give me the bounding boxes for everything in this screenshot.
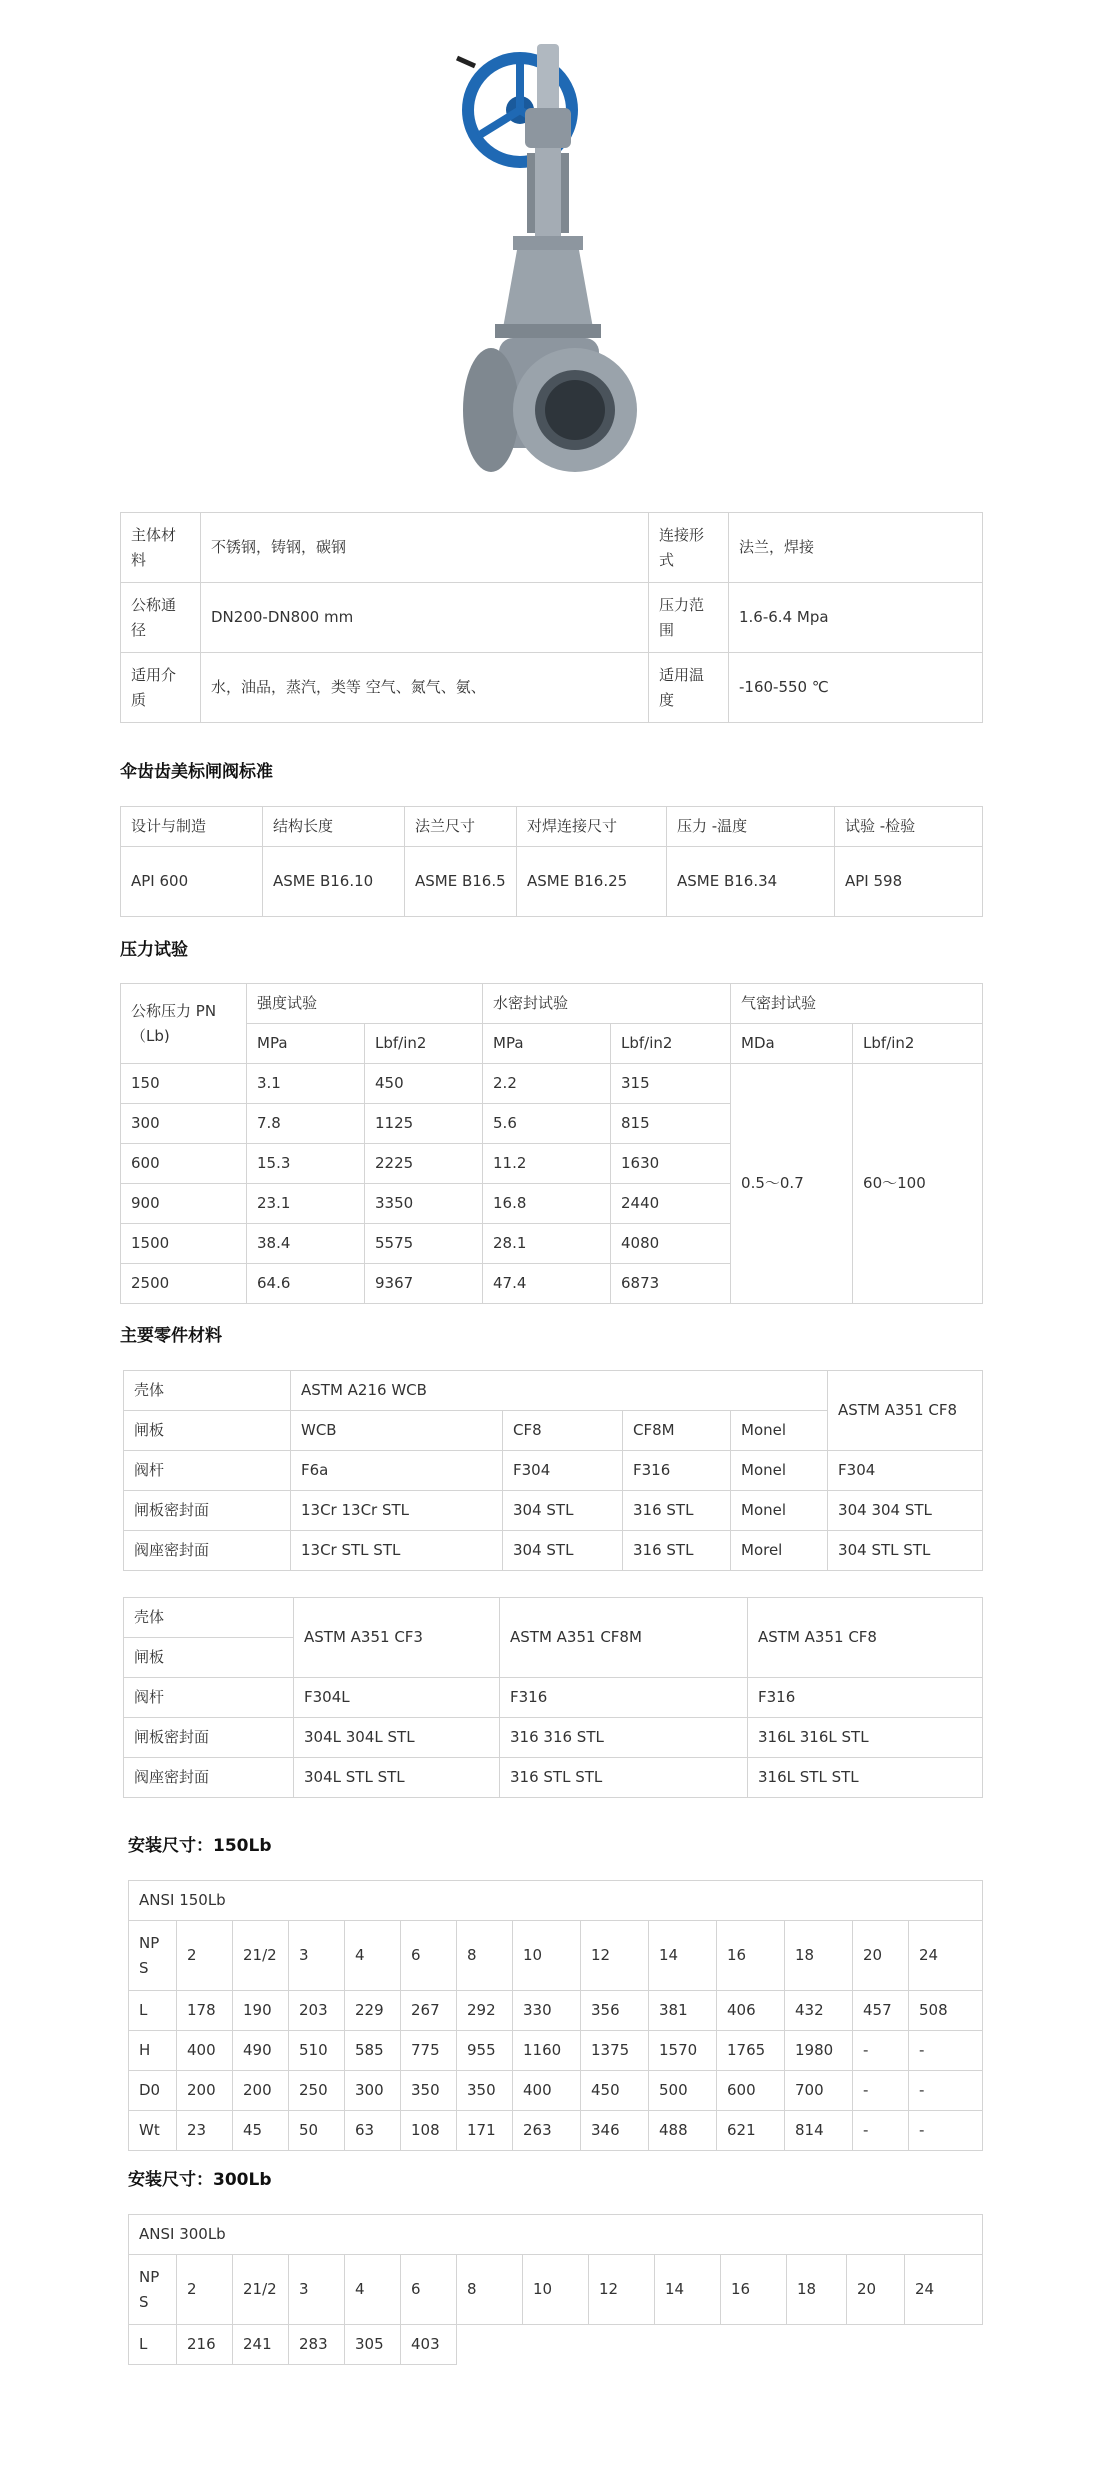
spec-label: 主体材料 xyxy=(121,513,201,583)
cell: 1500 xyxy=(121,1224,247,1264)
cell: 14 xyxy=(655,2255,721,2325)
cell: 23 xyxy=(177,2111,233,2151)
part-label: 阀座密封面 xyxy=(124,1758,294,1798)
part-label: 闸板密封面 xyxy=(124,1718,294,1758)
install-300-table xyxy=(128,2214,983,2365)
cell: 283 xyxy=(289,2325,345,2365)
table-caption: ANSI 150Lb xyxy=(129,1881,983,1921)
cell: 900 xyxy=(121,1184,247,1224)
cell: 10 xyxy=(513,1921,581,1991)
cell: 11.2 xyxy=(483,1144,611,1184)
cell: 350 xyxy=(457,2071,513,2111)
part-label: 阀杆 xyxy=(124,1678,294,1718)
cell: 1630 xyxy=(611,1144,731,1184)
cell: F316 xyxy=(748,1678,983,1718)
section-title-pressure: 压力试验 xyxy=(120,940,188,960)
standard-header: 法兰尺寸 xyxy=(405,807,517,847)
cell: CF8M xyxy=(623,1411,731,1451)
cell: 600 xyxy=(717,2071,785,2111)
cell: 16 xyxy=(721,2255,787,2325)
cell: 4080 xyxy=(611,1224,731,1264)
cell: 400 xyxy=(513,2071,581,2111)
cell: - xyxy=(909,2111,983,2151)
part-label: 阀杆 xyxy=(124,1451,291,1491)
cell: F316 xyxy=(623,1451,731,1491)
standard-value: ASME B16.10 xyxy=(263,847,405,917)
table-row xyxy=(129,2031,983,2071)
cell: 4 xyxy=(345,1921,401,1991)
cell: 350 xyxy=(401,2071,457,2111)
cell: 450 xyxy=(365,1064,483,1104)
spec-value: 法兰，焊接 xyxy=(729,513,983,583)
cell: - xyxy=(853,2111,909,2151)
table-row xyxy=(129,1921,983,1991)
cell: 406 xyxy=(717,1991,785,2031)
cell: Monel xyxy=(731,1411,828,1451)
spec-value: 不锈钢，铸钢，碳钢 xyxy=(201,513,649,583)
spec-value: 水，油品，蒸汽，类等 空气、氮气、氨、 xyxy=(201,653,649,723)
unit-header: MDa xyxy=(731,1024,853,1064)
part-label: 壳体 xyxy=(124,1371,291,1411)
cell: F304L xyxy=(294,1678,500,1718)
cell: 600 xyxy=(121,1144,247,1184)
spec-value: DN200-DN800 mm xyxy=(201,583,649,653)
cell: 263 xyxy=(513,2111,581,2151)
part-label: 阀座密封面 xyxy=(124,1531,291,1571)
cell: 508 xyxy=(909,1991,983,2031)
cell: 304 304 STL xyxy=(828,1491,983,1531)
cell: - xyxy=(909,2031,983,2071)
cell: 50 xyxy=(289,2111,345,2151)
cell: 16 xyxy=(717,1921,785,1991)
materials-table-2 xyxy=(123,1597,983,1798)
table-caption: ANSI 300Lb xyxy=(129,2215,983,2255)
part-label: 闸板 xyxy=(124,1411,291,1451)
cell: 815 xyxy=(611,1104,731,1144)
cell: - xyxy=(853,2071,909,2111)
table-row xyxy=(129,2255,983,2325)
cell: Monel xyxy=(731,1451,828,1491)
cell: Morel xyxy=(731,1531,828,1571)
group-header: 气密封试验 xyxy=(731,984,983,1024)
cell: 381 xyxy=(649,1991,717,2031)
cell: 403 xyxy=(401,2325,457,2365)
table-row xyxy=(129,2325,983,2365)
cell: 955 xyxy=(457,2031,513,2071)
unit-header: MPa xyxy=(247,1024,365,1064)
cell: 5575 xyxy=(365,1224,483,1264)
spec-label: 适用介质 xyxy=(121,653,201,723)
cell: 775 xyxy=(401,2031,457,2071)
cell: 47.4 xyxy=(483,1264,611,1304)
cell: 457 xyxy=(853,1991,909,2031)
cell: 16.8 xyxy=(483,1184,611,1224)
cell: Monel xyxy=(731,1491,828,1531)
unit-header: MPa xyxy=(483,1024,611,1064)
cell: 171 xyxy=(457,2111,513,2151)
standard-value: API 600 xyxy=(121,847,263,917)
cell: 63 xyxy=(345,2111,401,2151)
cell: 3350 xyxy=(365,1184,483,1224)
cell: 18 xyxy=(785,1921,853,1991)
cell: 150 xyxy=(121,1064,247,1104)
cell: H xyxy=(129,2031,177,2071)
cell: 8 xyxy=(457,2255,523,2325)
cell: ASTM A351 CF8M xyxy=(500,1598,748,1678)
cell: 330 xyxy=(513,1991,581,2031)
cell: L xyxy=(129,1991,177,2031)
cell: 2500 xyxy=(121,1264,247,1304)
cell: ASTM A351 CF8 xyxy=(748,1598,983,1678)
cell: 4 xyxy=(345,2255,401,2325)
materials-table-1 xyxy=(123,1370,983,1571)
cell: 13Cr 13Cr STL xyxy=(291,1491,503,1531)
cell: 3 xyxy=(289,1921,345,1991)
cell: 1765 xyxy=(717,2031,785,2071)
part-label: 壳体 xyxy=(124,1598,294,1638)
cell: 3 xyxy=(289,2255,345,2325)
cell: 432 xyxy=(785,1991,853,2031)
cell: 316 316 STL xyxy=(500,1718,748,1758)
cell: F304 xyxy=(828,1451,983,1491)
cell: 3.1 xyxy=(247,1064,365,1104)
cell: 24 xyxy=(909,1921,983,1991)
cell: NPS xyxy=(129,2255,177,2325)
unit-header: Lbf/in2 xyxy=(853,1024,983,1064)
cell: 20 xyxy=(847,2255,905,2325)
standard-header: 试验 -检验 xyxy=(835,807,983,847)
cell: 10 xyxy=(523,2255,589,2325)
spec-table xyxy=(120,512,983,723)
group-header: 水密封试验 xyxy=(483,984,731,1024)
cell: 21/2 xyxy=(233,2255,289,2325)
cell: 1375 xyxy=(581,2031,649,2071)
cell: 15.3 xyxy=(247,1144,365,1184)
cell: 1160 xyxy=(513,2031,581,2071)
cell: 316 STL STL xyxy=(500,1758,748,1798)
section-title-standard: 伞齿齿美标闸阀标准 xyxy=(120,762,273,782)
standard-header: 对焊连接尺寸 xyxy=(517,807,667,847)
cell: 178 xyxy=(177,1991,233,2031)
cell: 621 xyxy=(717,2111,785,2151)
cell: 305 xyxy=(345,2325,401,2365)
cell: 400 xyxy=(177,2031,233,2071)
cell: 108 xyxy=(401,2111,457,2151)
install-150-table xyxy=(128,1880,983,2151)
cell: 200 xyxy=(177,2071,233,2111)
cell: 316 STL xyxy=(623,1491,731,1531)
cell: F6a xyxy=(291,1451,503,1491)
cell: 250 xyxy=(289,2071,345,2111)
cell: 241 xyxy=(233,2325,289,2365)
cell: 229 xyxy=(345,1991,401,2031)
cell: ASTM A351 CF8 xyxy=(828,1371,983,1451)
cell: 304 STL xyxy=(503,1491,623,1531)
cell: 203 xyxy=(289,1991,345,2031)
standard-table xyxy=(120,806,983,917)
section-title-install-300: 安装尺寸：300Lb xyxy=(128,2170,272,2190)
cell: 13Cr STL STL xyxy=(291,1531,503,1571)
cell: 7.8 xyxy=(247,1104,365,1144)
cell: 12 xyxy=(589,2255,655,2325)
cell: F316 xyxy=(500,1678,748,1718)
cell: 500 xyxy=(649,2071,717,2111)
cell: 292 xyxy=(457,1991,513,2031)
unit-header: Lbf/in2 xyxy=(365,1024,483,1064)
cell: ASTM A351 CF3 xyxy=(294,1598,500,1678)
section-title-materials: 主要零件材料 xyxy=(120,1326,222,1346)
gas-lbf: 60～100 xyxy=(853,1064,983,1304)
cell: WCB xyxy=(291,1411,503,1451)
spec-label: 连接形式 xyxy=(649,513,729,583)
standard-value: API 598 xyxy=(835,847,983,917)
cell: 814 xyxy=(785,2111,853,2151)
cell: 300 xyxy=(121,1104,247,1144)
spec-label: 压力范围 xyxy=(649,583,729,653)
cell: 316 STL xyxy=(623,1531,731,1571)
cell: 6 xyxy=(401,2255,457,2325)
cell: - xyxy=(909,2071,983,2111)
cell: 216 xyxy=(177,2325,233,2365)
cell: L xyxy=(129,2325,177,2365)
part-label: 闸板密封面 xyxy=(124,1491,291,1531)
cell: 2 xyxy=(177,1921,233,1991)
pn-header: 公称压力 PN（Lb) xyxy=(121,984,247,1064)
standard-header: 结构长度 xyxy=(263,807,405,847)
cell: 21/2 xyxy=(233,1921,289,1991)
cell: 12 xyxy=(581,1921,649,1991)
standard-header: 设计与制造 xyxy=(121,807,263,847)
standard-value: ASME B16.34 xyxy=(667,847,835,917)
cell: 200 xyxy=(233,2071,289,2111)
cell: 304 STL xyxy=(503,1531,623,1571)
spec-label: 适用温度 xyxy=(649,653,729,723)
cell: 190 xyxy=(233,1991,289,2031)
cell: 2 xyxy=(177,2255,233,2325)
cell: ASTM A216 WCB xyxy=(291,1371,828,1411)
cell: CF8 xyxy=(503,1411,623,1451)
cell: 316L 316L STL xyxy=(748,1718,983,1758)
cell: 304 STL STL xyxy=(828,1531,983,1571)
cell: 356 xyxy=(581,1991,649,2031)
unit-header: Lbf/in2 xyxy=(611,1024,731,1064)
cell: D0 xyxy=(129,2071,177,2111)
standard-value: ASME B16.25 xyxy=(517,847,667,917)
cell: 316L STL STL xyxy=(748,1758,983,1798)
cell: Wt xyxy=(129,2111,177,2151)
cell: 18 xyxy=(787,2255,847,2325)
cell: 8 xyxy=(457,1921,513,1991)
cell: 23.1 xyxy=(247,1184,365,1224)
cell: 1570 xyxy=(649,2031,717,2071)
cell: 2440 xyxy=(611,1184,731,1224)
cell: 490 xyxy=(233,2031,289,2071)
table-row xyxy=(129,1991,983,2031)
cell: 24 xyxy=(905,2255,983,2325)
cell: 304L STL STL xyxy=(294,1758,500,1798)
cell: 304L 304L STL xyxy=(294,1718,500,1758)
standard-value: ASME B16.5 xyxy=(405,847,517,917)
cell: 45 xyxy=(233,2111,289,2151)
spec-value: 1.6-6.4 Mpa xyxy=(729,583,983,653)
pressure-table xyxy=(120,983,983,1304)
cell: 488 xyxy=(649,2111,717,2151)
cell: NPS xyxy=(129,1921,177,1991)
cell: 585 xyxy=(345,2031,401,2071)
cell: 450 xyxy=(581,2071,649,2111)
cell: 9367 xyxy=(365,1264,483,1304)
cell: 2.2 xyxy=(483,1064,611,1104)
cell: 267 xyxy=(401,1991,457,2031)
cell: 5.6 xyxy=(483,1104,611,1144)
cell: 14 xyxy=(649,1921,717,1991)
gas-mpa: 0.5～0.7 xyxy=(731,1064,853,1304)
cell: 20 xyxy=(853,1921,909,1991)
cell: F304 xyxy=(503,1451,623,1491)
cell: 700 xyxy=(785,2071,853,2111)
cell: 315 xyxy=(611,1064,731,1104)
spec-label: 公称通径 xyxy=(121,583,201,653)
cell: 346 xyxy=(581,2111,649,2151)
part-label: 闸板 xyxy=(124,1638,294,1678)
cell: 1125 xyxy=(365,1104,483,1144)
table-row xyxy=(129,2071,983,2111)
cell: 2225 xyxy=(365,1144,483,1184)
cell: 1980 xyxy=(785,2031,853,2071)
cell: 6873 xyxy=(611,1264,731,1304)
spec-value: -160-550 ℃ xyxy=(729,653,983,723)
section-title-install-150: 安装尺寸：150Lb xyxy=(128,1836,272,1856)
cell: 6 xyxy=(401,1921,457,1991)
standard-header: 压力 -温度 xyxy=(667,807,835,847)
group-header: 强度试验 xyxy=(247,984,483,1024)
cell: - xyxy=(853,2031,909,2071)
cell: 28.1 xyxy=(483,1224,611,1264)
cell: 510 xyxy=(289,2031,345,2071)
table-row xyxy=(129,2111,983,2151)
cell: 38.4 xyxy=(247,1224,365,1264)
gate-valve-image xyxy=(455,38,645,478)
cell: 64.6 xyxy=(247,1264,365,1304)
cell: 300 xyxy=(345,2071,401,2111)
